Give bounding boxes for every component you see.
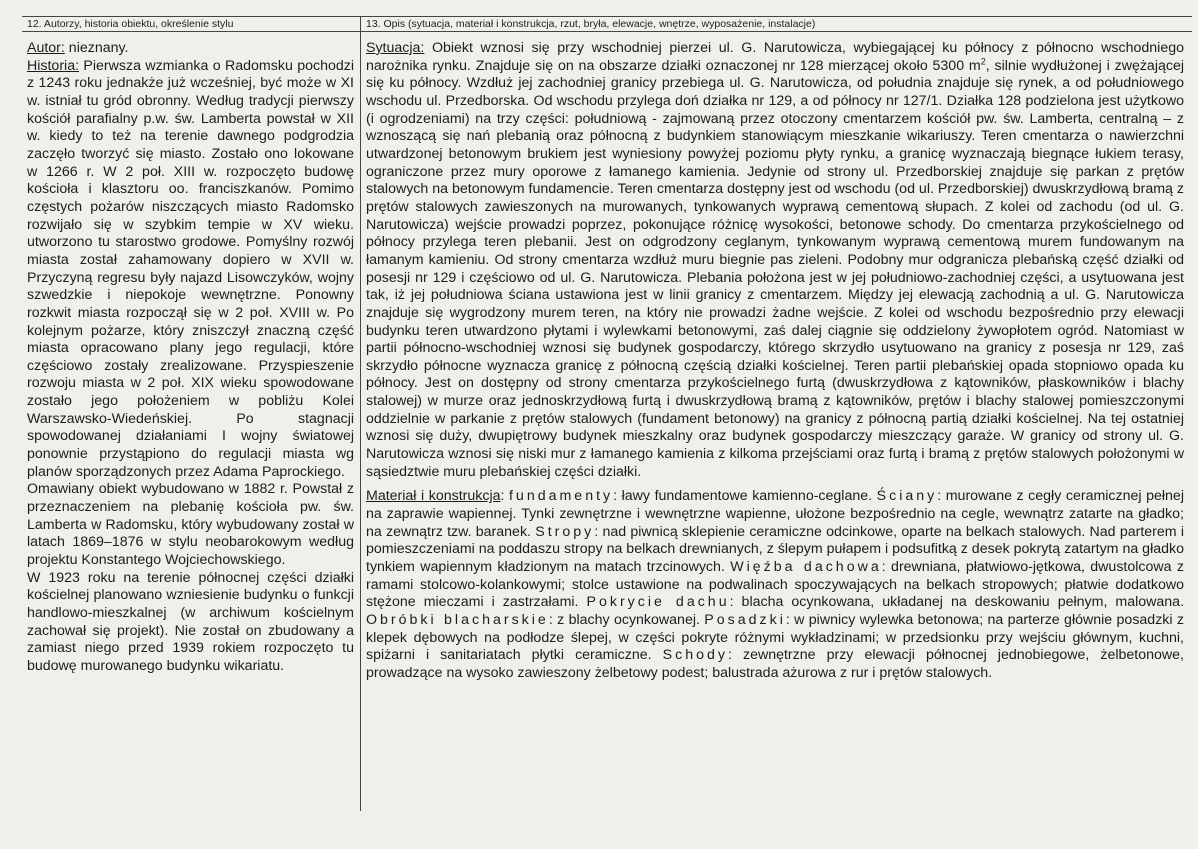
top-rule xyxy=(22,16,1192,17)
material-paragraph xyxy=(366,488,1184,682)
term-sciany: Ściany xyxy=(876,488,938,505)
column-divider xyxy=(360,16,361,811)
author-text: nieznany. xyxy=(64,40,129,56)
text-posadzki: : w piwnicy wylewka betonowa; na parterze głównie posadzki z klepek dębowych na podłodze ślepej, w części pokryte różnymi wykładzinami; w przedsionku przy wejściu głównym, kuchni, spiżarni i sanitariatach płytki ceramiczne. xyxy=(366,612,1184,664)
description-column xyxy=(366,40,1184,683)
construction-paragraph: Omawiany obiekt wybudowano w 1882 r. Powstał z przeznaczeniem na plebanię kościoła pw. św. Lamberta w Radomsku, który wybudowany został w latach 1869–1876 w stylu neobarokowym według projektu Konstantego Wojciechowskiego. xyxy=(27,481,354,569)
situation-text-b: , silnie wydłużonej i zwężającej się ku północy. Wzdłuż jej zachodniej granicy przebiega ul. G. Narutowicza, od południa znajduje się rynek, a od południowego wschodu ul. Przedborska. Od wschodu przylega doń działka nr 129, a od północy nr 127/1. Działka 128 podzielona jest użytkowo (i ogrodzeniami) na trzy części: południową - zajmowaną przez otoczony cmentarzem kościół pw. św. Lamberta, centralną – z wznoszącą się nań plebanią oraz północną z budynkiem stanowiącym mieszkanie wikariuszy. Teren cmentarza o nawierzchni utwardzonej betonowym brukiem jest wyniesiony powyżej poziomu płyty rynku, a granicę wyznaczają biegnące łukiem terasy, ograniczone przez mury oporowe z łamanego kamienia. Jedynie od strony ul. Przedborskiej znajduje się parkan z prętów stalowych na betonowym fundamencie. Teren cmentarza dostępny jest od wschodu (od ul. Przedborskiej) dwuskrzydłową bramą z prętów stalowych zawieszonych na murowanych, tynkowanych wyprawą cementową słupach. Z kolei od zachodu (od ul. G. Narutowicza) wejście prowadzi poprzez, pokonujące różnicę wysokości, betonowe schody. Do cmentarza przykościelnego od północy przylega teren plebanii. Jest on odgrodzony ceglanym, tynkowanym wyprawą cementową murem fundowanym na łamanym kamieniu. Od strony cmentarza wzdłuż muru biegnie pas zieleni. Podobny mur odgranicza plebańską część działki od posesji nr 129 i częściowo od ul. G. Narutowicza. Plebania położona jest w jej południowo-zachodniej części, a usytuowana jest tak, iż jej południowa ściana ustawiona jest w linii granicy z cmentarzem. Między jej elewacją zachodnią a ul. G. Narutowicza znajduje się wygrodzony murem teren, na który nie prowadzi żadne wejście. Z kolei od wschodu bezpośrednio przy elewacji budynku teren utwardzono płytami i wylewkami betonowymi, zaś dalej ciągnie się oddzielony żywopłotem ogród. Natomiast w partii północno-wschodniej wznosi się budynek gospodarczy, którego skrzydło usytuowano na granicy z posesja nr 129, zaś skrzydło północne wyznacza granicę z północną częścią działki kościelnej. Teren partii plebańskiej opada stopniowo opada ku północy. Jest on dostępny od strony cmentarza przykościelnego furtą (dwuskrzydłowa z kątowników, płaskowników i blachy stalowej) w murze oraz jednoskrzydłową furtą i dwuskrzydłową bramą z kątowników, prętów i blachy stalowej pomieszczonymi oddzielnie w parkanie z prętów stalowych (fundament betonowy) na granicy z północną partią działki kościelnej. Na tej ostatniej wznosi się duży, dwupiętrowy budynek mieszkalny oraz budynek gospodarczy mieszczący garaże. W granicy od strony ul. G. Narutowicza wznosi się niski mur z łamanego kamienia z kilkoma przejściami oraz furtą i bramą z prętów stalowych położonymi w sąsiedztwie muru plebańskiej części działki. xyxy=(366,57,1184,480)
text-schody: : zewnętrzne przy elewacji północnej jednobiegowe, żelbetonowe, prowadzące na wysoko zawieszony żelbetowy podest; balustrada ażurowa z rur i prętów stalowych. xyxy=(366,647,1184,681)
term-posadzki: Posadzki xyxy=(704,612,786,628)
author-label: Autor: xyxy=(27,40,65,56)
wikariat-paragraph: W 1923 roku na terenie północnej części działki kościelnej planowano wzniesienie budynku o funkcji handlowo-mieszkalnej (w archiwum kościelnym zachował się projekt). Nie został on zbudowany a zamiast niego przed 1939 rokiem rozpoczęto tu budowę murowanego budynku wikariatu. xyxy=(27,569,354,674)
area-superscript: 2 xyxy=(980,55,986,66)
situation-text-a: Obiekt wznosi się przy wschodniej pierzei ul. G. Narutowicza, wybiegającej ku północy z północno wschodniego narożnika rynku. Znajduje się on na obszarze działki oznaczonej nr 128 mierzącej około 5300 m xyxy=(366,40,1184,74)
text-pokrycie: : blacha ocynkowana, układanej na deskowaniu pełnym, malowana. xyxy=(729,594,1185,611)
history-text: Pierwsza wzmianka o Radomsku pochodzi z 1243 roku jednakże już wcześniej, być może w XI w. istniał tu gród obronny. Według tradycji pierwszy kościół parafialny p.w. św. Lamberta powstał w XII w. kiedy to też na terenie dawnego podgrodzia zaczęło tworzyć się miasto. Zostało ono lokowane w 1266 r. W 2 poł. XIII w. rozpoczęto budowę kościoła i klasztoru oo. franciszkanów. Pomimo częstych pożarów niszczących miasto Radomsko rozwijało się w szybkim tempie w XV wieku. utworzono tu starostwo grodowe. Pomyślny rozwój miasta został zahamowany dopiero w XVII w. Przyczyną regresu były najazd Lisowczyków, wojny szwedzkie i niepokoje wewnętrzne. Ponowny rozkwit miasta rozpoczął się w 2 poł. XVIII w. Po kolejnym pożarze, który zniszczył znaczną część miasta opracowano plany jego regulacji, które częściowo zostały zrealizowane. Przyspieszenie rozwoju miasta w 2 poł. XIX wieku spowodowane zostało jego położeniem w pobliżu Kolei Warszawsko-Wiedeńskiej. Po stagnacji spowodowanej działaniami I wojny światowej ponownie przystąpiono do regulacji miasta wg planów sporządzonych przez Adama Paprockiego. xyxy=(27,57,354,480)
section-12-header: 12. Autorzy, historia obiektu, określenie stylu xyxy=(27,18,234,30)
term-pokrycie: Pokrycie dachu xyxy=(586,594,730,611)
term-schody: Schody xyxy=(662,647,728,664)
section-13-header: 13. Opis (sytuacja, materiał i konstrukcja, rzut, bryła, elewacje, wnętrze, wyposażenie, instalacje) xyxy=(366,18,816,30)
header-rule xyxy=(22,31,1192,32)
term-obrobki: Obróbki blacharskie xyxy=(366,612,549,628)
situation-label: Sytuacja: xyxy=(366,40,425,56)
text-sciany: : murowane z cegły ceramicznej pełnej na zaprawie wapiennej. Tynki zewnętrzne i wewnętrzne wapienne, ułożone bezpośrednio na cegle, wewnątrz zatarte na gładko; na zewnątrz tzw. baranek. xyxy=(366,488,1184,540)
text-fundamenty: : ławy fundamentowe kamienno-ceglane. xyxy=(613,488,877,505)
author-paragraph xyxy=(27,40,354,58)
history-label: Historia: xyxy=(27,57,80,74)
term-stropy: Stropy xyxy=(535,523,595,540)
material-colon: : xyxy=(500,488,509,505)
text-wiezba: : drewniana, płatwiowo-jętkowa, dwustolcowa z ramami stolcowo-kolankowymi; stolce ustawione na podwalinach spoczywających na belkach stropowych; płatwie dodatkowo stężone mieczami i zastrzałami. xyxy=(366,559,1184,611)
history-paragraph xyxy=(27,58,354,482)
situation-paragraph xyxy=(366,40,1184,481)
term-wiezba: Więźba dachowa xyxy=(730,559,882,576)
material-label: Materiał i konstrukcja xyxy=(366,488,501,505)
text-stropy: : nad piwnicą sklepienie ceramiczne odcinkowe, oparte na belkach stalowych. Nad parterem i pomieszczeniami na poddaszu stropy na belkach drewnianych, z ślepym pułapem i podsufitką z desek pokrytą zatartym na gładko tynkiem wapiennym kładzionym na matach trzcinowych. xyxy=(366,523,1184,576)
text-obrobki: : z blachy ocynkowanej. xyxy=(548,612,705,628)
history-column xyxy=(27,40,354,676)
term-fundamenty: fundamenty xyxy=(508,488,614,505)
